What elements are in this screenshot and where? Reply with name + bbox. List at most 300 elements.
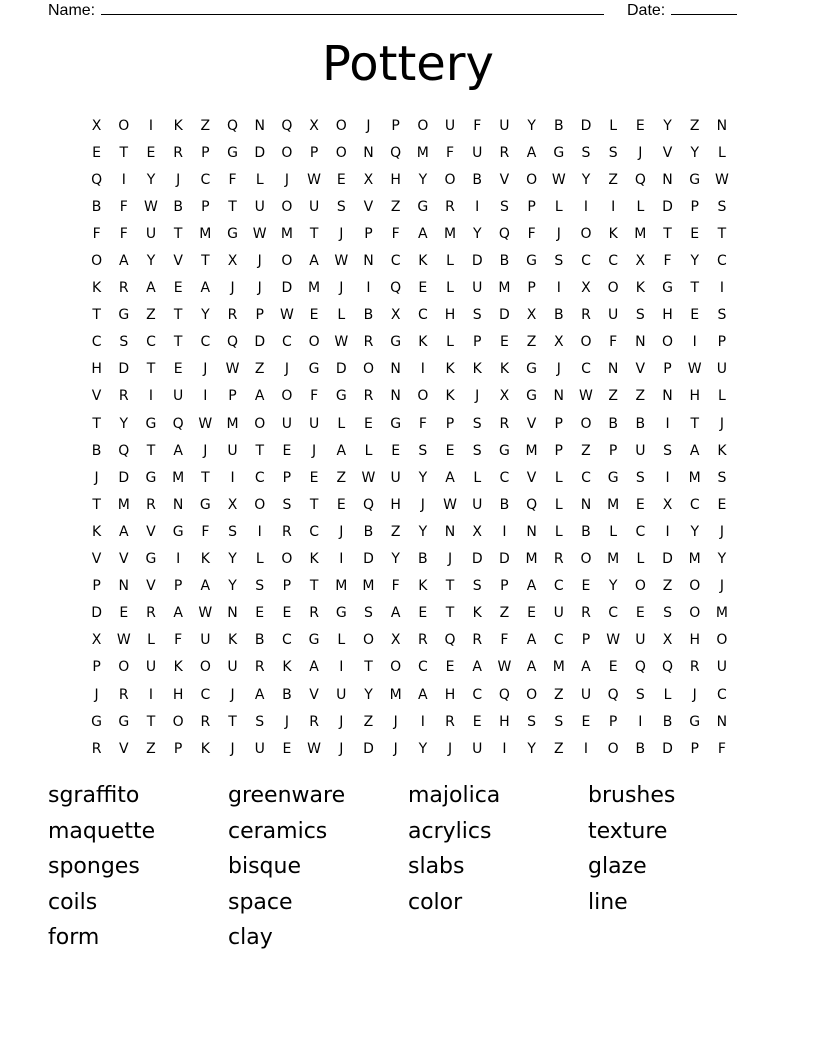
grid-letter[interactable]: I — [692, 334, 697, 351]
grid-letter[interactable]: U — [173, 388, 184, 405]
grid-letter[interactable]: I — [583, 198, 589, 215]
grid-letter[interactable]: P — [690, 740, 699, 757]
grid-letter[interactable]: C — [254, 469, 265, 486]
grid-letter[interactable]: M — [525, 551, 538, 568]
grid-letter[interactable]: C — [200, 171, 211, 188]
grid-letter[interactable]: I — [611, 198, 616, 215]
grid-letter[interactable]: J — [284, 713, 289, 730]
grid-letter[interactable]: I — [665, 469, 670, 486]
grid-letter[interactable]: M — [607, 496, 620, 513]
grid-letter[interactable]: F — [201, 523, 210, 540]
grid-letter[interactable]: I — [339, 659, 344, 676]
grid-letter[interactable]: J — [420, 496, 425, 513]
grid-letter[interactable]: H — [662, 307, 673, 324]
grid-letter[interactable]: J — [692, 686, 697, 703]
grid-letter[interactable]: E — [309, 307, 319, 324]
grid-letter[interactable]: C — [581, 253, 591, 270]
grid-letter[interactable]: C — [91, 334, 102, 351]
grid-letter[interactable]: W — [307, 171, 322, 188]
grid-letter[interactable]: P — [173, 740, 183, 757]
grid-letter[interactable]: G — [118, 713, 130, 730]
grid-letter[interactable]: U — [444, 117, 456, 134]
grid-letter[interactable]: S — [635, 686, 645, 703]
grid-letter[interactable]: U — [608, 307, 619, 324]
grid-letter[interactable]: R — [417, 632, 428, 649]
grid-letter[interactable]: K — [445, 361, 455, 378]
grid-letter[interactable]: W — [279, 307, 294, 324]
grid-letter[interactable]: A — [581, 659, 591, 676]
grid-letter[interactable]: S — [418, 442, 428, 459]
grid-letter[interactable]: E — [418, 280, 428, 297]
grid-letter[interactable]: L — [554, 198, 563, 215]
grid-letter[interactable]: L — [364, 442, 373, 459]
grid-letter[interactable]: F — [228, 171, 237, 188]
grid-letter[interactable]: E — [581, 578, 591, 595]
grid-letter[interactable]: Z — [608, 388, 618, 405]
grid-letter[interactable]: O — [281, 551, 293, 568]
grid-letter[interactable]: O — [634, 578, 646, 595]
grid-letter[interactable]: D — [363, 740, 374, 757]
grid-letter[interactable]: V — [118, 740, 129, 757]
grid-letter[interactable]: O — [607, 280, 619, 297]
grid-letter[interactable]: J — [257, 280, 262, 297]
grid-letter[interactable]: O — [308, 334, 320, 351]
grid-letter[interactable]: S — [581, 144, 591, 161]
grid-letter[interactable]: D — [91, 605, 102, 622]
grid-letter[interactable]: O — [526, 686, 538, 703]
grid-letter[interactable]: C — [200, 686, 211, 703]
grid-letter[interactable]: S — [663, 442, 672, 459]
grid-letter[interactable]: F — [391, 225, 400, 242]
grid-letter[interactable]: J — [176, 171, 181, 188]
grid-letter[interactable]: N — [662, 171, 673, 188]
grid-letter[interactable]: L — [255, 551, 264, 568]
grid-letter[interactable]: O — [662, 334, 674, 351]
grid-letter[interactable]: U — [472, 496, 483, 513]
grid-letter[interactable]: Q — [498, 225, 510, 242]
grid-letter[interactable]: R — [499, 144, 510, 161]
grid-letter[interactable]: F — [473, 117, 482, 134]
grid-letter[interactable]: G — [417, 198, 429, 215]
grid-letter[interactable]: T — [228, 713, 237, 730]
grid-letter[interactable]: U — [472, 280, 483, 297]
grid-letter[interactable]: P — [608, 442, 618, 459]
grid-letter[interactable]: G — [689, 171, 701, 188]
grid-letter[interactable]: B — [91, 198, 102, 215]
grid-letter[interactable]: P — [717, 334, 727, 351]
grid-letter[interactable]: R — [254, 659, 265, 676]
grid-letter[interactable]: C — [717, 253, 727, 270]
grid-letter[interactable]: W — [443, 496, 457, 513]
grid-letter[interactable]: Q — [390, 144, 402, 161]
grid-letter[interactable]: S — [717, 307, 727, 324]
grid-letter[interactable]: C — [499, 469, 510, 486]
grid-letter[interactable]: B — [662, 713, 673, 730]
grid-letter[interactable]: G — [227, 225, 238, 242]
grid-letter[interactable]: W — [579, 388, 593, 405]
grid-letter[interactable]: P — [690, 198, 699, 215]
grid-letter[interactable]: X — [662, 496, 673, 513]
grid-letter[interactable]: T — [445, 578, 455, 595]
grid-letter[interactable]: C — [417, 659, 428, 676]
grid-letter[interactable]: E — [255, 605, 265, 622]
grid-letter[interactable]: F — [527, 225, 536, 242]
grid-letter[interactable]: L — [554, 523, 563, 540]
grid-letter[interactable]: Z — [146, 307, 156, 324]
grid-letter[interactable]: J — [203, 361, 208, 378]
grid-letter[interactable]: E — [119, 605, 129, 622]
grid-letter[interactable]: O — [362, 632, 374, 649]
grid-letter[interactable]: S — [255, 578, 265, 595]
grid-letter[interactable]: O — [281, 198, 293, 215]
grid-letter[interactable]: N — [716, 117, 728, 134]
grid-letter[interactable]: E — [146, 144, 156, 161]
grid-letter[interactable]: E — [282, 605, 292, 622]
grid-letter[interactable]: A — [336, 442, 347, 459]
grid-letter[interactable]: I — [583, 740, 589, 757]
grid-letter[interactable]: T — [146, 442, 156, 459]
grid-letter[interactable]: C — [717, 686, 727, 703]
grid-letter[interactable]: O — [689, 578, 701, 595]
grid-letter[interactable]: B — [499, 496, 510, 513]
grid-letter[interactable]: G — [607, 469, 619, 486]
grid-letter[interactable]: U — [580, 686, 592, 703]
grid-letter[interactable]: X — [581, 280, 591, 297]
grid-letter[interactable]: Q — [607, 686, 619, 703]
grid-letter[interactable]: Y — [690, 253, 699, 270]
grid-letter[interactable]: O — [580, 415, 592, 432]
grid-letter[interactable]: N — [118, 578, 130, 595]
grid-letter[interactable]: G — [308, 361, 320, 378]
grid-letter[interactable]: I — [502, 740, 507, 757]
grid-letter[interactable]: S — [364, 605, 373, 622]
grid-letter[interactable]: D — [254, 334, 266, 351]
grid-letter[interactable]: S — [717, 198, 727, 215]
grid-letter[interactable]: E — [336, 171, 346, 188]
grid-letter[interactable]: R — [581, 605, 591, 622]
grid-letter[interactable]: S — [472, 578, 482, 595]
grid-letter[interactable]: M — [226, 415, 239, 432]
grid-letter[interactable]: V — [118, 551, 129, 568]
grid-letter[interactable]: O — [689, 605, 701, 622]
grid-letter[interactable]: S — [554, 713, 564, 730]
grid-letter[interactable]: T — [173, 307, 183, 324]
grid-letter[interactable]: G — [526, 253, 538, 270]
grid-letter[interactable]: G — [145, 469, 157, 486]
grid-letter[interactable]: T — [201, 253, 210, 270]
grid-letter[interactable]: S — [336, 198, 346, 215]
grid-letter[interactable]: T — [255, 442, 264, 459]
grid-letter[interactable]: C — [146, 334, 156, 351]
grid-letter[interactable]: L — [337, 307, 346, 324]
grid-letter[interactable]: G — [553, 144, 565, 161]
grid-letter[interactable]: E — [336, 496, 346, 513]
grid-letter[interactable]: I — [339, 551, 344, 568]
grid-letter[interactable]: D — [363, 551, 374, 568]
grid-letter[interactable]: O — [281, 253, 293, 270]
grid-letter[interactable]: U — [145, 659, 157, 676]
grid-letter[interactable]: Y — [690, 144, 699, 161]
grid-letter[interactable]: A — [118, 253, 129, 270]
grid-letter[interactable]: J — [475, 388, 480, 405]
grid-letter[interactable]: Q — [227, 117, 239, 134]
grid-letter[interactable]: B — [499, 253, 510, 270]
grid-letter[interactable]: V — [91, 551, 102, 568]
grid-letter[interactable]: K — [635, 280, 645, 297]
grid-letter[interactable]: S — [472, 415, 482, 432]
grid-letter[interactable]: L — [636, 551, 645, 568]
grid-letter[interactable]: W — [714, 171, 729, 188]
grid-letter[interactable]: E — [717, 496, 727, 513]
grid-letter[interactable]: G — [145, 551, 157, 568]
grid-letter[interactable]: D — [281, 280, 293, 297]
grid-letter[interactable]: J — [339, 280, 344, 297]
grid-letter[interactable]: E — [173, 280, 183, 297]
grid-letter[interactable]: K — [472, 605, 482, 622]
grid-letter[interactable]: O — [91, 253, 103, 270]
grid-letter[interactable]: Y — [527, 117, 536, 134]
grid-letter[interactable]: P — [201, 198, 210, 215]
grid-letter[interactable]: O — [335, 117, 347, 134]
grid-letter[interactable]: O — [118, 117, 130, 134]
grid-letter[interactable]: B — [91, 442, 102, 459]
grid-letter[interactable]: J — [230, 280, 235, 297]
grid-letter[interactable]: T — [92, 496, 101, 513]
grid-letter[interactable]: M — [172, 469, 185, 486]
grid-letter[interactable]: K — [418, 253, 428, 270]
grid-letter[interactable]: N — [444, 523, 456, 540]
grid-letter[interactable]: M — [688, 469, 701, 486]
grid-letter[interactable]: W — [687, 361, 702, 378]
grid-letter[interactable]: I — [230, 469, 235, 486]
grid-letter[interactable]: Y — [418, 740, 428, 757]
grid-letter[interactable]: D — [662, 551, 673, 568]
grid-letter[interactable]: E — [391, 442, 401, 459]
grid-letter[interactable]: F — [500, 632, 509, 649]
grid-letter[interactable]: M — [443, 225, 457, 242]
grid-letter[interactable]: L — [446, 280, 454, 297]
grid-letter[interactable]: P — [663, 361, 672, 378]
grid-letter[interactable]: I — [420, 361, 425, 378]
grid-letter[interactable]: J — [719, 523, 724, 540]
grid-letter[interactable]: R — [363, 388, 374, 405]
grid-letter[interactable]: F — [119, 225, 128, 242]
grid-letter[interactable]: R — [309, 713, 319, 730]
grid-letter[interactable]: Q — [281, 117, 293, 134]
grid-letter[interactable]: J — [719, 415, 724, 432]
grid-letter[interactable]: W — [606, 632, 621, 649]
grid-letter[interactable]: X — [309, 117, 319, 134]
grid-letter[interactable]: O — [417, 117, 429, 134]
grid-letter[interactable]: P — [92, 659, 101, 676]
grid-letter[interactable]: X — [91, 632, 102, 649]
grid-letter[interactable]: A — [526, 144, 537, 161]
grid-letter[interactable]: Z — [689, 117, 700, 134]
grid-letter[interactable]: M — [498, 280, 511, 297]
grid-letter[interactable]: K — [499, 361, 509, 378]
grid-letter[interactable]: E — [445, 442, 455, 459]
grid-letter[interactable]: V — [526, 415, 537, 432]
grid-letter[interactable]: T — [309, 496, 319, 513]
grid-letter[interactable]: P — [201, 144, 210, 161]
grid-letter[interactable]: L — [337, 632, 346, 649]
grid-letter[interactable]: F — [174, 632, 183, 649]
grid-letter[interactable]: G — [526, 388, 538, 405]
grid-letter[interactable]: L — [663, 686, 672, 703]
grid-letter[interactable]: I — [148, 388, 154, 405]
grid-letter[interactable]: C — [553, 632, 564, 649]
grid-letter[interactable]: M — [335, 578, 348, 595]
grid-letter[interactable]: O — [335, 144, 347, 161]
grid-letter[interactable]: U — [308, 415, 320, 432]
grid-letter[interactable]: H — [390, 171, 401, 188]
grid-letter[interactable]: X — [553, 334, 564, 351]
grid-letter[interactable]: E — [527, 605, 537, 622]
grid-letter[interactable]: Q — [634, 659, 646, 676]
grid-letter[interactable]: A — [173, 442, 183, 459]
grid-letter[interactable]: S — [554, 253, 564, 270]
grid-letter[interactable]: M — [280, 225, 293, 242]
grid-letter[interactable]: I — [502, 523, 507, 540]
grid-letter[interactable]: T — [119, 144, 129, 161]
grid-letter[interactable]: U — [145, 225, 157, 242]
grid-letter[interactable]: D — [254, 144, 266, 161]
grid-letter[interactable]: B — [608, 415, 618, 432]
grid-letter[interactable]: F — [310, 388, 319, 405]
grid-letter[interactable]: Z — [581, 442, 591, 459]
grid-letter[interactable]: P — [391, 117, 400, 134]
grid-letter[interactable]: L — [718, 144, 726, 161]
grid-letter[interactable]: E — [635, 605, 645, 622]
grid-letter[interactable]: K — [282, 659, 292, 676]
grid-letter[interactable]: T — [173, 334, 183, 351]
grid-letter[interactable]: Z — [608, 171, 618, 188]
grid-letter[interactable]: Q — [526, 496, 538, 513]
grid-letter[interactable]: Z — [390, 523, 401, 540]
grid-letter[interactable]: T — [690, 280, 699, 297]
grid-letter[interactable]: I — [203, 388, 208, 405]
grid-letter[interactable]: U — [716, 361, 728, 378]
grid-letter[interactable]: Z — [662, 578, 673, 595]
grid-letter[interactable]: D — [471, 551, 483, 568]
grid-letter[interactable]: P — [255, 307, 264, 324]
grid-letter[interactable]: J — [230, 686, 235, 703]
grid-letter[interactable]: M — [634, 225, 647, 242]
grid-letter[interactable]: R — [445, 198, 455, 215]
grid-letter[interactable]: R — [309, 605, 319, 622]
grid-letter[interactable]: P — [282, 578, 292, 595]
grid-letter[interactable]: Y — [581, 171, 591, 188]
grid-letter[interactable]: K — [472, 361, 482, 378]
grid-letter[interactable]: B — [472, 171, 483, 188]
grid-letter[interactable]: F — [609, 334, 618, 351]
name-field[interactable] — [48, 0, 620, 20]
grid-letter[interactable]: L — [554, 496, 563, 513]
grid-letter[interactable]: C — [581, 469, 591, 486]
grid-letter[interactable]: N — [635, 334, 646, 351]
grid-letter[interactable]: P — [527, 198, 536, 215]
grid-letter[interactable]: W — [551, 171, 566, 188]
grid-letter[interactable]: M — [525, 442, 538, 459]
grid-letter[interactable]: M — [715, 605, 728, 622]
grid-letter[interactable]: T — [201, 469, 210, 486]
grid-letter[interactable]: R — [146, 605, 156, 622]
grid-letter[interactable]: K — [418, 334, 428, 351]
grid-letter[interactable]: M — [362, 578, 375, 595]
grid-letter[interactable]: M — [308, 280, 321, 297]
grid-letter[interactable]: S — [635, 469, 645, 486]
grid-letter[interactable]: P — [608, 713, 618, 730]
grid-letter[interactable]: Q — [118, 442, 130, 459]
grid-letter[interactable]: F — [418, 415, 427, 432]
grid-letter[interactable]: B — [363, 307, 374, 324]
grid-letter[interactable]: V — [146, 578, 156, 595]
grid-letter[interactable]: P — [445, 415, 455, 432]
grid-letter[interactable]: J — [284, 361, 289, 378]
grid-letter[interactable]: G — [145, 415, 157, 432]
grid-letter[interactable]: B — [635, 740, 646, 757]
grid-letter[interactable]: B — [363, 523, 374, 540]
grid-letter[interactable]: S — [527, 713, 537, 730]
grid-letter[interactable]: S — [282, 496, 292, 513]
grid-letter[interactable]: D — [662, 740, 673, 757]
grid-letter[interactable]: I — [148, 117, 154, 134]
grid-letter[interactable]: U — [308, 198, 320, 215]
grid-letter[interactable]: O — [118, 659, 130, 676]
grid-letter[interactable]: J — [203, 442, 208, 459]
grid-letter[interactable]: S — [472, 307, 482, 324]
grid-letter[interactable]: O — [362, 361, 374, 378]
grid-letter[interactable]: W — [334, 253, 349, 270]
grid-letter[interactable]: Y — [418, 523, 428, 540]
grid-letter[interactable]: G — [308, 632, 320, 649]
grid-letter[interactable]: B — [418, 551, 428, 568]
grid-letter[interactable]: R — [118, 388, 129, 405]
grid-letter[interactable]: T — [228, 198, 237, 215]
grid-letter[interactable]: H — [390, 496, 401, 513]
grid-letter[interactable]: O — [580, 334, 592, 351]
grid-letter[interactable]: X — [390, 632, 401, 649]
grid-letter[interactable]: I — [556, 280, 561, 297]
grid-letter[interactable]: C — [309, 523, 319, 540]
grid-letter[interactable]: C — [608, 605, 619, 622]
grid-letter[interactable]: R — [118, 686, 129, 703]
grid-letter[interactable]: E — [635, 496, 645, 513]
grid-letter[interactable]: O — [444, 171, 456, 188]
grid-letter[interactable]: C — [553, 578, 564, 595]
grid-letter[interactable]: P — [309, 144, 319, 161]
grid-letter[interactable]: G — [689, 713, 701, 730]
grid-letter[interactable]: L — [473, 469, 482, 486]
grid-letter[interactable]: J — [638, 144, 643, 161]
grid-letter[interactable]: C — [635, 523, 646, 540]
grid-letter[interactable]: P — [364, 225, 373, 242]
grid-letter[interactable]: R — [363, 334, 374, 351]
grid-letter[interactable]: H — [689, 632, 700, 649]
grid-letter[interactable]: W — [361, 469, 376, 486]
grid-letter[interactable]: W — [116, 632, 131, 649]
grid-letter[interactable]: P — [92, 578, 101, 595]
grid-letter[interactable]: Z — [336, 469, 347, 486]
grid-letter[interactable]: L — [337, 415, 346, 432]
grid-letter[interactable]: L — [446, 334, 454, 351]
grid-letter[interactable]: U — [635, 632, 646, 649]
grid-letter[interactable]: T — [92, 307, 101, 324]
grid-letter[interactable]: N — [526, 523, 537, 540]
grid-letter[interactable]: R — [553, 551, 564, 568]
grid-letter[interactable]: T — [146, 713, 156, 730]
grid-letter[interactable]: Q — [362, 496, 374, 513]
